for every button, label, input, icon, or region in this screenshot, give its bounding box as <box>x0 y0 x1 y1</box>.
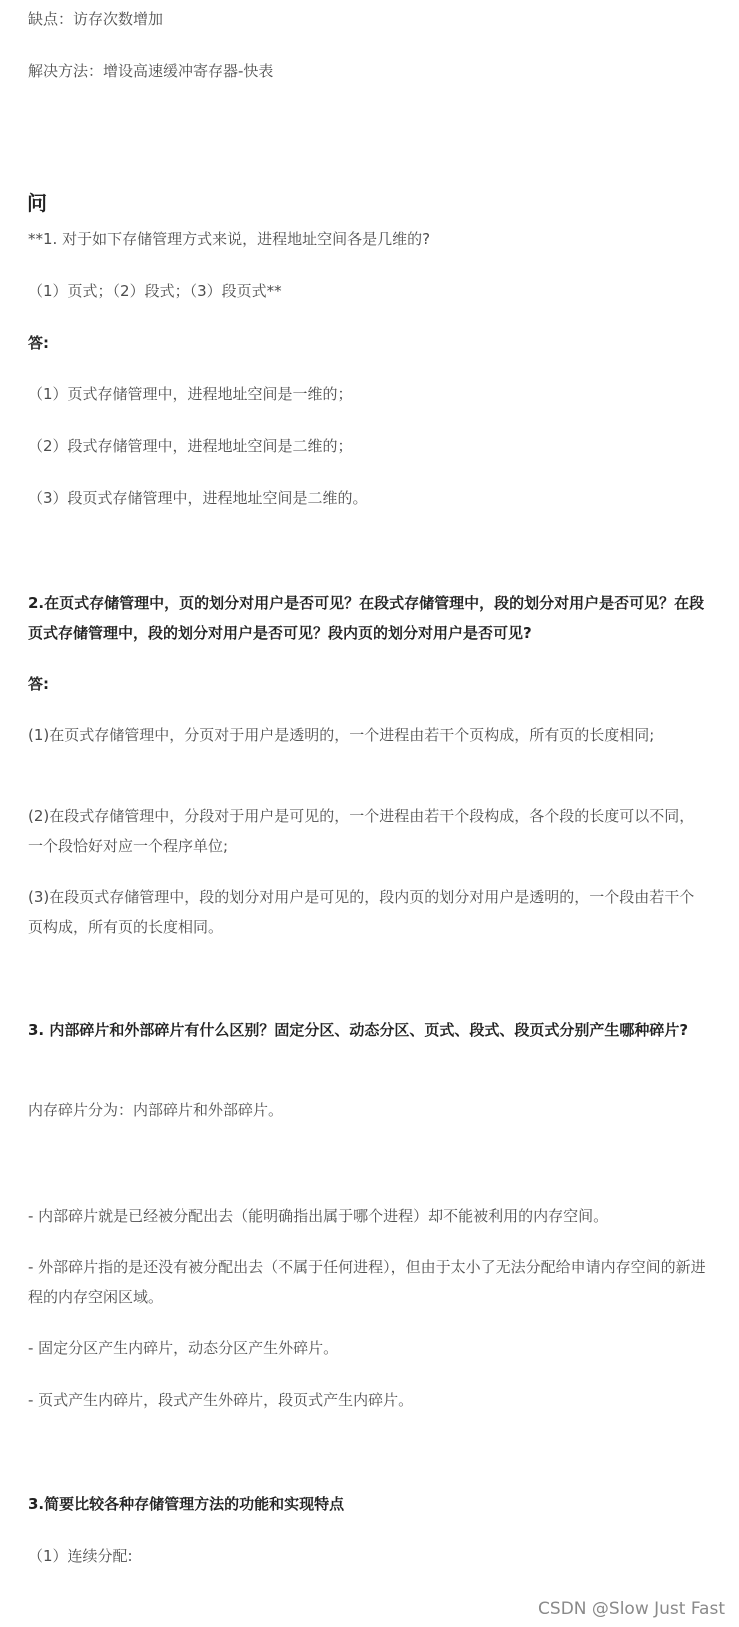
question-3: 3. 内部碎片和外部碎片有什么区别？固定分区、动态分区、页式、段式、段页式分别产生哪种碎片? <box>28 1021 689 1039</box>
answer-1-item-3: （3）段页式存储管理中，进程地址空间是二维的。 <box>28 489 368 507</box>
question-4: 3.简要比较各种存储管理方法的功能和实现特点 <box>28 1495 345 1513</box>
answer-label: 答: <box>28 334 49 352</box>
answer-1-item-1: （1）页式存储管理中，进程地址空间是一维的； <box>28 385 353 403</box>
answer-1-item-2: （2）段式存储管理中，进程地址空间是二维的； <box>28 437 353 455</box>
disadvantage-line: 缺点：访存次数增加 <box>28 10 164 28</box>
csdn-watermark: CSDN @Slow Just Fast <box>538 1599 725 1619</box>
solution-line: 解决方法：增设高速缓冲寄存器-快表 <box>28 62 274 80</box>
fragment-intro: 内存碎片分为：内部碎片和外部碎片。 <box>28 1101 284 1119</box>
external-fragment-item: - 外部碎片指的是还没有被分配出去（不属于任何进程），但由于太小了无法分配给申请内存空间的新进程的内存空闲区域。 <box>28 1258 706 1306</box>
question-1-options: （1）页式；（2）段式；（3）段页式** <box>28 282 282 300</box>
question-2: 2.在页式存储管理中，页的划分对用户是否可见？在段式存储管理中，段的划分对用户是否可见？在段页式存储管理中，段的划分对用户是否可见？段内页的划分对用户是否可见? <box>28 594 705 642</box>
answer-2-item-2: (2)在段式存储管理中，分段对于用户是可见的，一个进程由若干个段构成，各个段的长度可以不同，一个段恰好对应一个程序单位; <box>28 807 695 855</box>
paging-fragment-item: - 页式产生内碎片，段式产生外碎片，段页式产生内碎片。 <box>28 1391 414 1409</box>
answer-label: 答: <box>28 675 49 693</box>
section-heading-question: 问 <box>27 191 47 215</box>
internal-fragment-item: - 内部碎片就是已经被分配出去（能明确指出属于哪个进程）却不能被利用的内存空间。 <box>28 1207 609 1225</box>
answer-2-item-1: (1)在页式存储管理中，分页对于用户是透明的，一个进程由若干个页构成，所有页的长度相同; <box>28 726 655 744</box>
partition-fragment-item: - 固定分区产生内碎片，动态分区产生外碎片。 <box>28 1339 339 1357</box>
question-1-line: **1. 对于如下存储管理方式来说，进程地址空间各是几维的? <box>28 230 431 248</box>
continuous-allocation-item: （1）连续分配: <box>28 1547 133 1565</box>
answer-2-item-3: (3)在段页式存储管理中，段的划分对用户是可见的，段内页的划分对用户是透明的，一个段由若干个页构成，所有页的长度相同。 <box>28 888 695 936</box>
